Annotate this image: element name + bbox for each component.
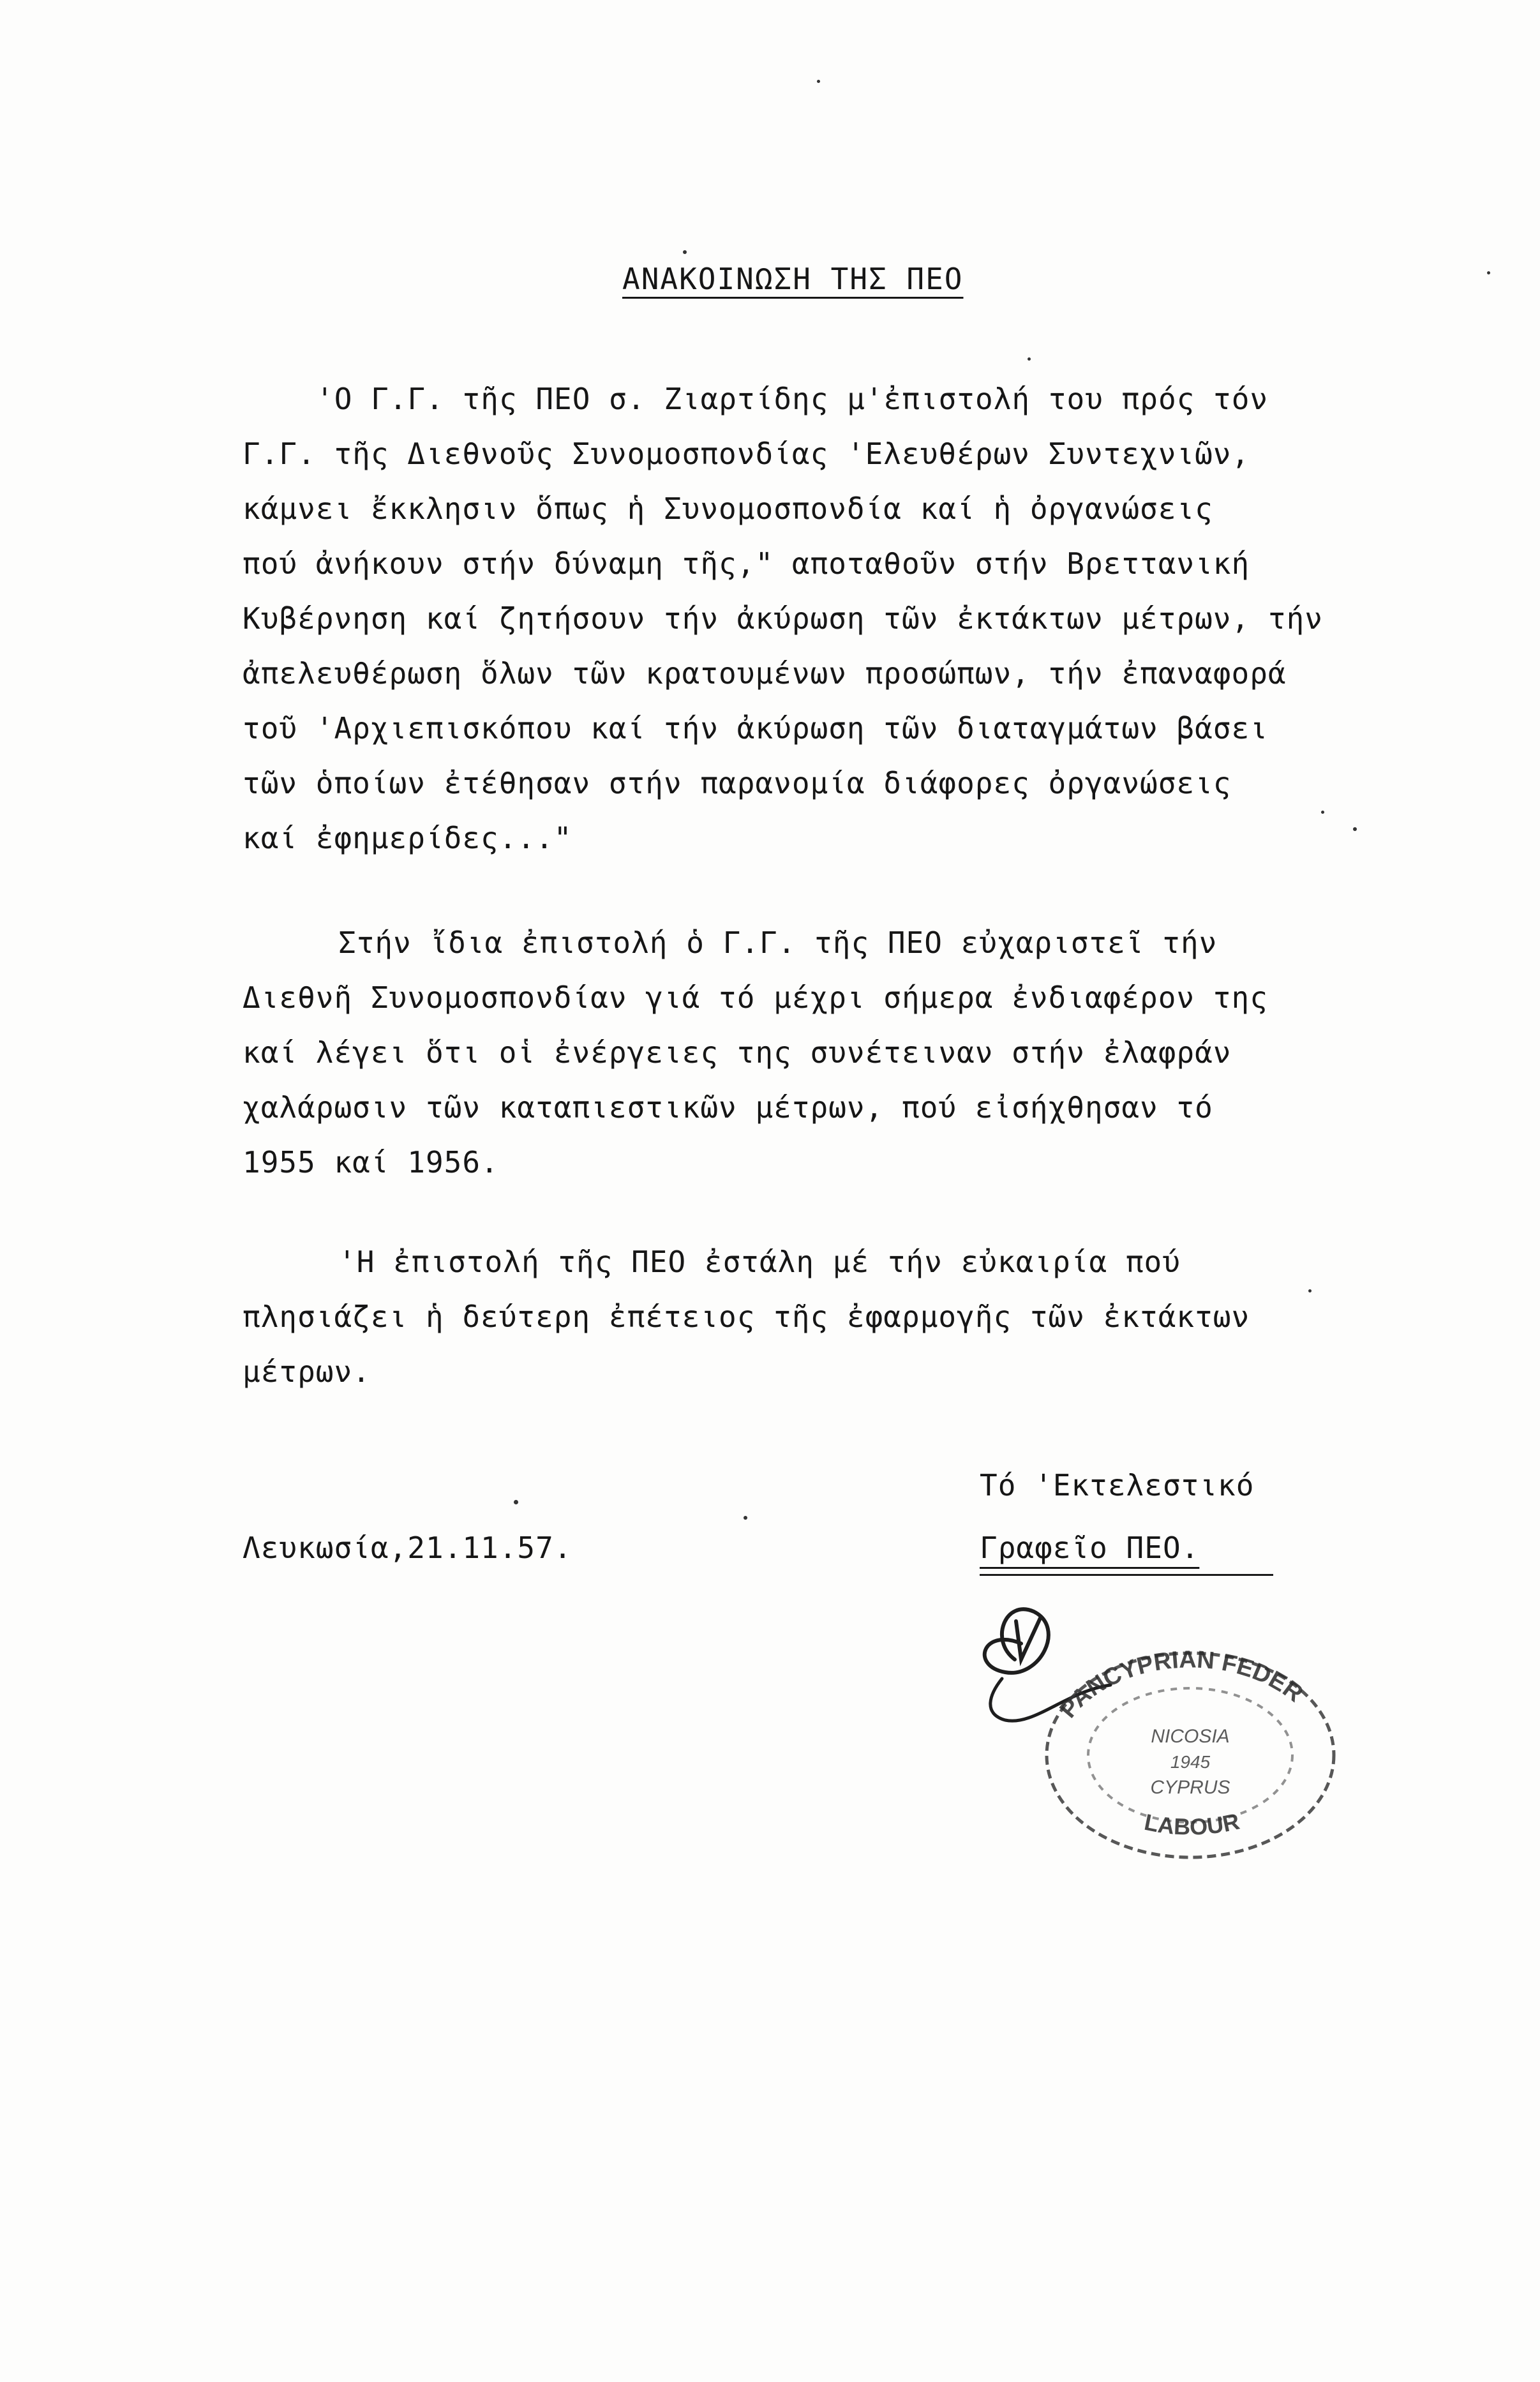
paragraph2-line: χαλάρωσιν τῶν καταπιεστικῶν μέτρων, πού εἰσήχθησαν τό bbox=[243, 1090, 1213, 1125]
place-date: Λευκωσία,21.11.57. bbox=[243, 1531, 572, 1565]
paragraph3-line: μέτρων. bbox=[243, 1354, 371, 1389]
scan-speck bbox=[817, 80, 820, 83]
scan-speck bbox=[1487, 271, 1490, 274]
stamp-country: CYPRUS bbox=[1150, 1777, 1230, 1798]
stamp-year: 1945 bbox=[1170, 1752, 1211, 1772]
paragraph1-line: Γ.Γ. τῆς Διεθνοῦς Συνομοσπονδίας 'Ελευθέρων Συντεχνιῶν, bbox=[243, 437, 1250, 471]
paragraph1-line: πού ἀνήκουν στήν δύναμη τῆς," αποταθοῦν στήν Βρεττανική bbox=[243, 546, 1250, 581]
stamp-top-text: PANCYPRIAN FEDER bbox=[1054, 1646, 1308, 1723]
stamp-bottom-text: LABOUR bbox=[1142, 1808, 1242, 1840]
scan-speck bbox=[1321, 811, 1324, 814]
scan-speck bbox=[744, 1516, 747, 1520]
union-stamp bbox=[945, 1583, 1353, 1876]
scan-speck bbox=[1308, 1289, 1312, 1292]
paragraph1-line: καί ἐφημερίδες..." bbox=[243, 821, 572, 855]
paragraph3-line: πλησιάζει ἡ δεύτερη ἐπέτειος τῆς ἐφαρμογῆς τῶν ἐκτάκτων bbox=[243, 1300, 1250, 1334]
paragraph2-line: 1955 καί 1956. bbox=[243, 1145, 499, 1180]
paragraph1-line: Κυβέρνηση καί ζητήσουν τήν ἀκύρωση τῶν ἐκτάκτων μέτρων, τήν bbox=[243, 601, 1323, 636]
scan-speck bbox=[514, 1500, 518, 1504]
paragraph1-line: ἀπελευθέρωση ὅλων τῶν κρατουμένων προσώπων, τήν ἐπαναφορά bbox=[243, 656, 1287, 691]
paragraph1-line: 'Ο Γ.Γ. τῆς ΠΕΟ σ. Ζιαρτίδης μ'ἐπιστολή του πρός τόν bbox=[316, 382, 1269, 416]
handwritten-initial bbox=[985, 1609, 1049, 1673]
paragraph2-line: Στήν ἴδια ἐπιστολή ὁ Γ.Γ. τῆς ΠΕΟ εὐχαριστεῖ τήν bbox=[338, 925, 1218, 960]
document-title: ΑΝΑΚΟΙΝΩΣΗ ΤΗΣ ΠΕΟ bbox=[622, 262, 964, 296]
paragraph2-line: καί λέγει ὅτι οἱ ἐνέργειες της συνέτειναν στήν ἐλαφράν bbox=[243, 1035, 1232, 1070]
paragraph1-line: τοῦ 'Αρχιεπισκόπου καί τήν ἀκύρωση τῶν διαταγμάτων βάσει bbox=[243, 711, 1268, 745]
stamp-city: NICOSIA bbox=[1151, 1726, 1230, 1747]
paragraph2-line: Διεθνῆ Συνομοσπονδίαν γιά τό μέχρι σήμερα ἐνδιαφέρον της bbox=[243, 980, 1268, 1015]
paragraph3-line: 'Η ἐπιστολή τῆς ΠΕΟ ἐστάλη μέ τήν εὐκαιρία πού bbox=[338, 1245, 1181, 1279]
signature-line-2: Γραφεῖο ΠΕΟ. bbox=[980, 1531, 1200, 1565]
scan-speck bbox=[1353, 827, 1357, 831]
scan-speck bbox=[683, 250, 687, 254]
scan-speck bbox=[1028, 357, 1031, 361]
signature-underline bbox=[980, 1574, 1273, 1576]
signature-line-1: Τό 'Εκτελεστικό bbox=[980, 1468, 1255, 1502]
paragraph1-line: τῶν ὁποίων ἐτέθησαν στήν παρανομία διάφορες ὀργανώσεις bbox=[243, 766, 1232, 800]
paragraph1-line: κάμνει ἔκκλησιν ὅπως ἡ Συνομοσπονδία καί ἡ ὀργανώσεις bbox=[243, 491, 1213, 526]
